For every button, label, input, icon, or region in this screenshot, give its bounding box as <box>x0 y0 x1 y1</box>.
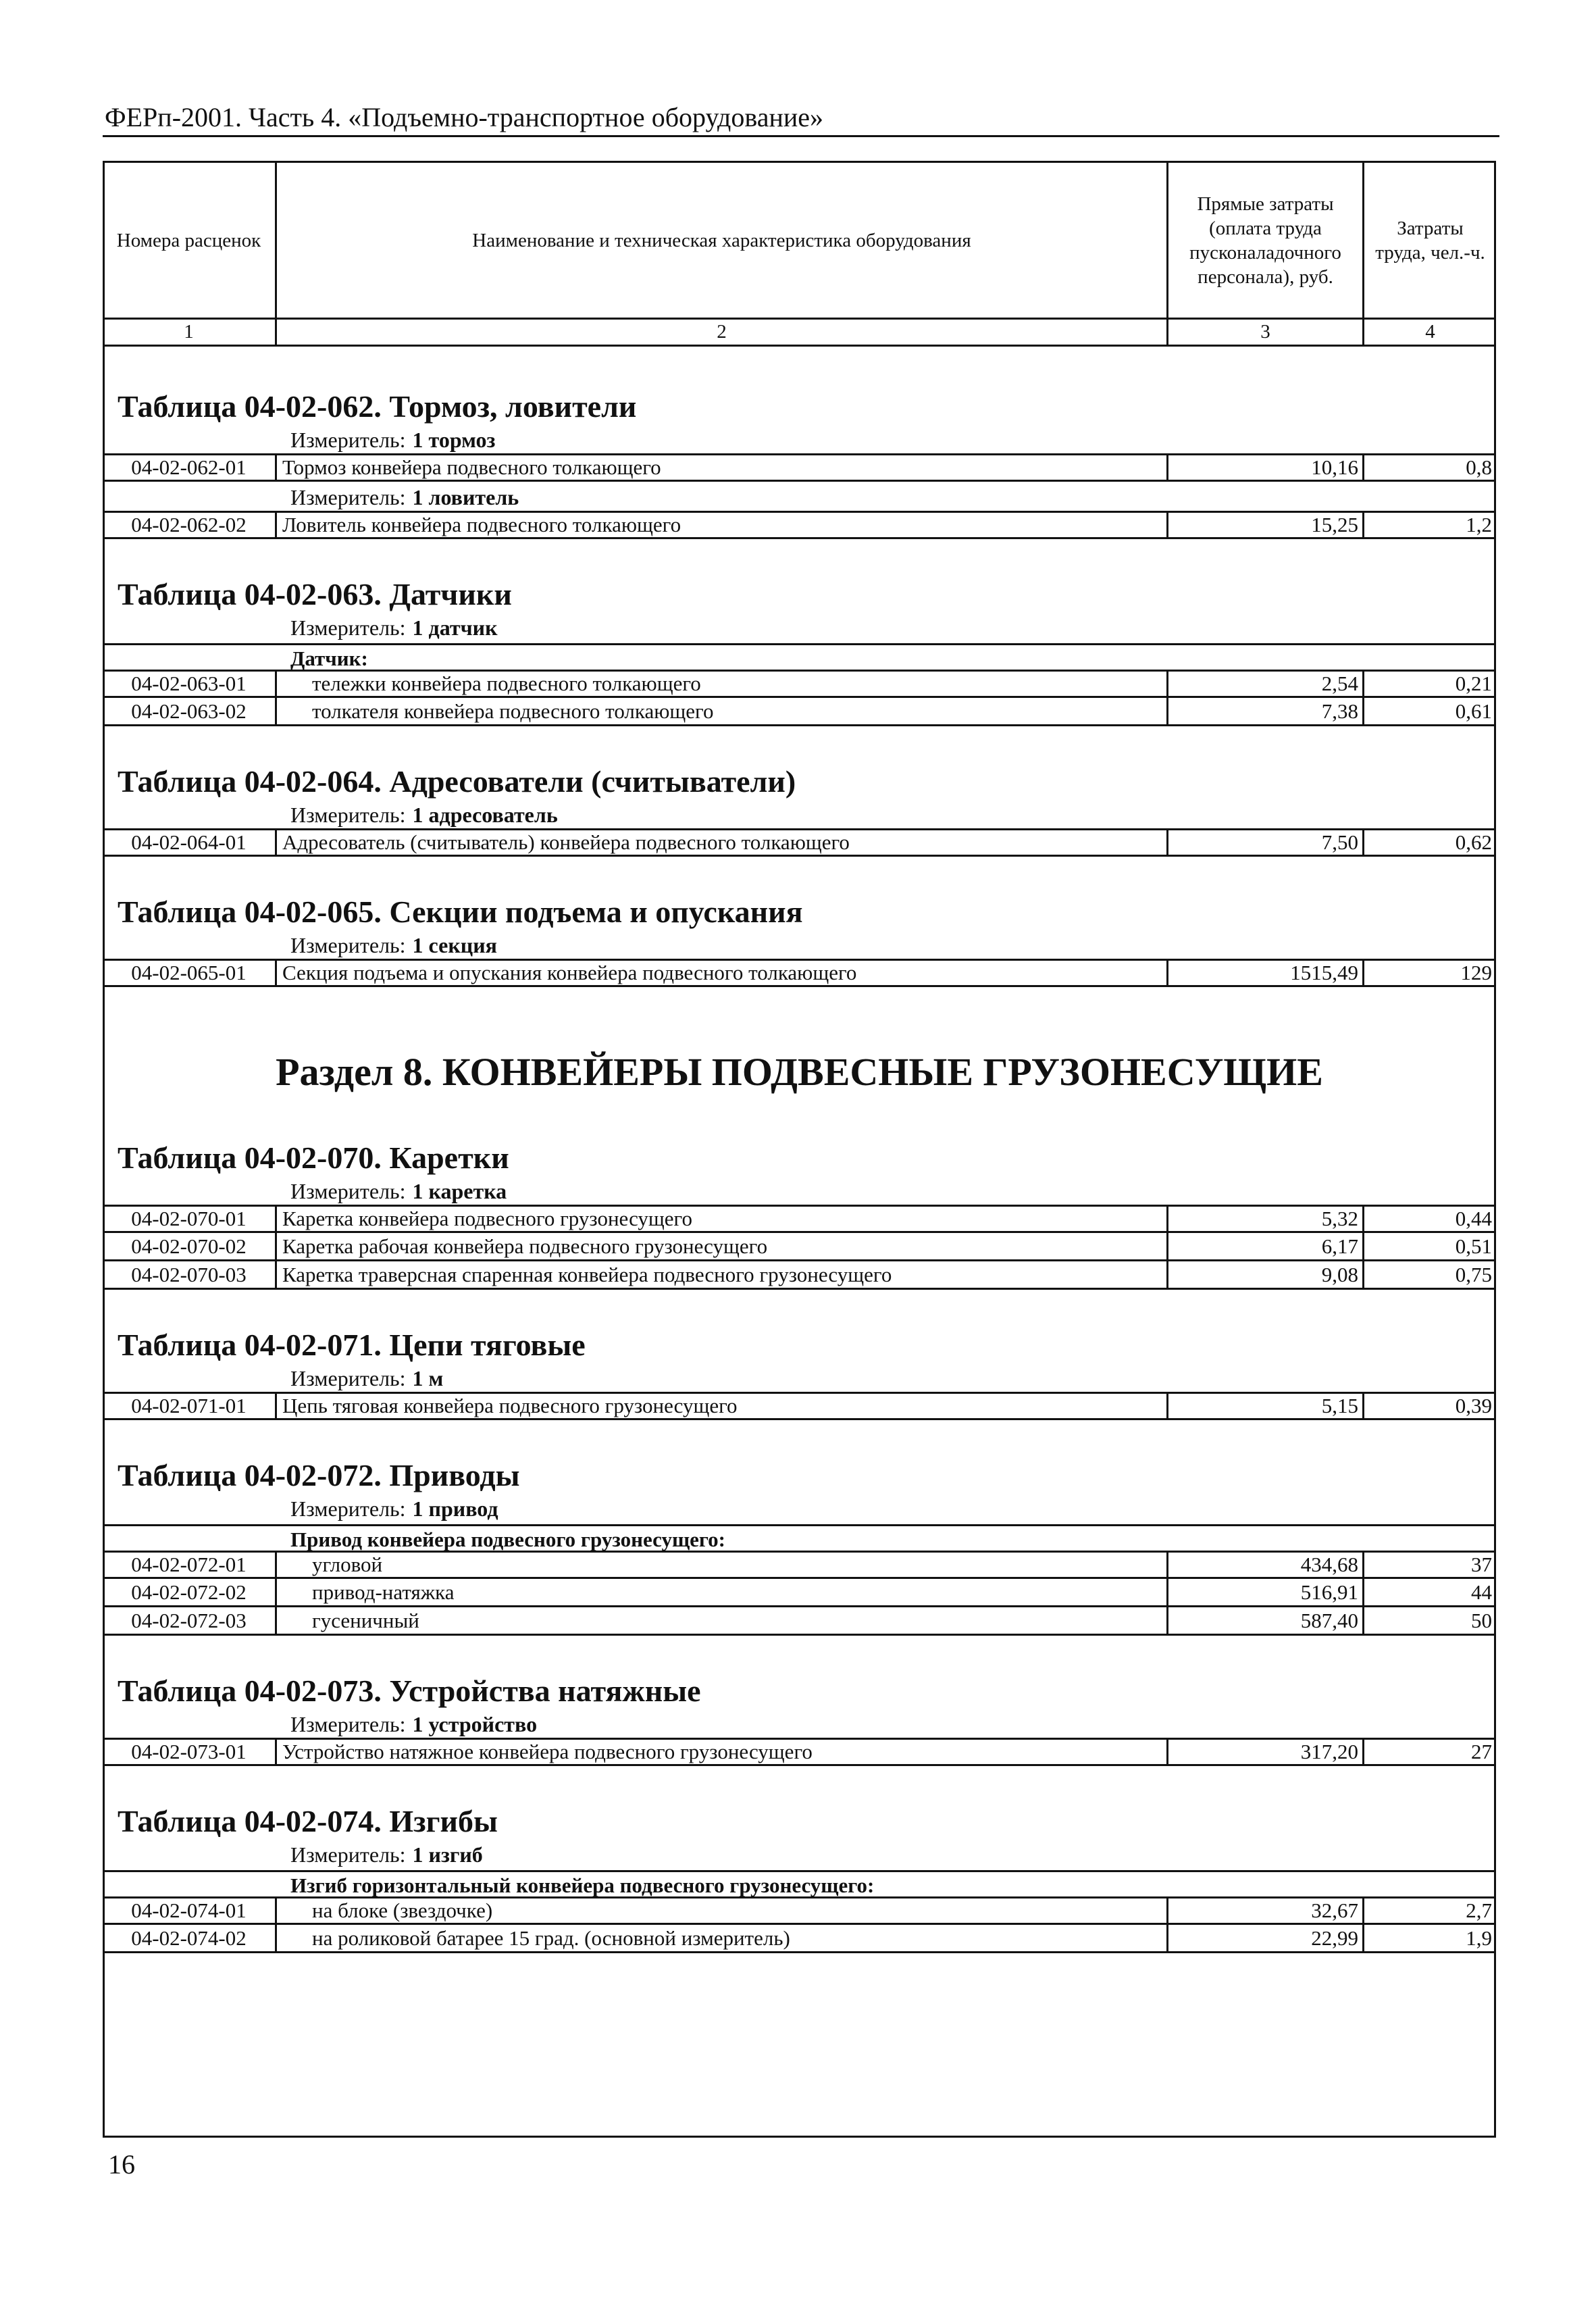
rate-code: 04-02-063-01 <box>103 672 277 696</box>
rate-code: 04-02-072-01 <box>103 1553 277 1577</box>
col-header-cost: Прямые затраты (оплата труда пусконаладочного персонала), руб. <box>1168 163 1364 320</box>
direct-cost: 1515,49 <box>1168 961 1364 985</box>
labor-cost: 44 <box>1471 1580 1492 1604</box>
table-row <box>103 698 1496 726</box>
section-title: Раздел 8. КОНВЕЙЕРЫ ПОДВЕСНЫЕ ГРУЗОНЕСУЩИЕ <box>276 1050 1323 1094</box>
table-title: Таблица 04-02-071. Цепи тяговые <box>118 1328 586 1362</box>
table-row <box>103 959 1496 987</box>
direct-cost: 5,15 <box>1168 1394 1364 1418</box>
rate-code: 04-02-072-02 <box>103 1579 277 1605</box>
labor-cost: 1,2 <box>1466 513 1492 536</box>
direct-cost: 6,17 <box>1168 1233 1364 1259</box>
unit-line: Измеритель: 1 изгиб <box>290 1842 483 1867</box>
table-row <box>103 1261 1496 1290</box>
table-title: Таблица 04-02-062. Тормоз, ловители <box>118 389 637 424</box>
group-heading: Датчик: <box>103 643 1496 672</box>
rate-code: 04-02-070-03 <box>103 1261 277 1288</box>
labor-cost: 0,21 <box>1455 672 1492 695</box>
direct-cost: 7,38 <box>1168 698 1364 724</box>
unit-line: Измеритель: 1 каретка <box>290 1178 507 1203</box>
unit-value: 1 м <box>412 1365 444 1390</box>
table-title: Таблица 04-02-065. Секции подъема и опускания <box>118 895 803 929</box>
table-title: Таблица 04-02-063. Датчики <box>118 577 512 611</box>
unit-line: Измеритель: 1 м <box>290 1365 444 1390</box>
labor-cost: 0,62 <box>1455 830 1492 854</box>
rate-code: 04-02-070-01 <box>103 1207 277 1231</box>
item-name: тележки конвейера подвесного толкающего <box>277 672 1168 696</box>
page-number: 16 <box>108 2149 135 2180</box>
direct-cost: 32,67 <box>1168 1898 1364 1923</box>
direct-cost: 516,91 <box>1168 1579 1364 1605</box>
direct-cost: 434,68 <box>1168 1553 1364 1577</box>
table-row <box>103 453 1496 482</box>
header-rule <box>103 135 1499 137</box>
direct-cost: 15,25 <box>1168 513 1364 537</box>
unit-line: Измеритель: 1 адресователь <box>290 802 558 827</box>
unit-line: Измеритель: 1 датчик <box>290 615 498 640</box>
table-title: Таблица 04-02-074. Изгибы <box>118 1804 498 1838</box>
unit-value: 1 каретка <box>412 1178 507 1203</box>
table-row <box>103 1205 1496 1233</box>
unit-line: Измеритель: 1 привод <box>290 1496 498 1521</box>
labor-cost: 0,75 <box>1455 1262 1492 1286</box>
unit-line: Измеритель: 1 тормоз <box>290 427 496 452</box>
item-name: угловой <box>277 1553 1168 1577</box>
col-number-4: 4 <box>1364 320 1496 347</box>
document-body <box>103 351 1496 1953</box>
item-name: Секция подъема и опускания конвейера подвесного толкающего <box>277 961 1168 985</box>
running-header: ФЕРп-2001. Часть 4. «Подъемно-транспортное оборудование» <box>105 102 824 132</box>
rate-code: 04-02-062-02 <box>103 513 277 537</box>
unit-value: 1 ловитель <box>412 484 519 509</box>
item-name: Каретка траверсная спаренная конвейера подвесного грузонесущего <box>277 1261 1168 1288</box>
col-number-1: 1 <box>103 320 277 347</box>
item-name: Адресователь (считыватель) конвейера подвесного толкающего <box>277 830 1168 855</box>
labor-cost: 1,9 <box>1466 1926 1492 1950</box>
item-name: Тормоз конвейера подвесного толкающего <box>277 455 1168 480</box>
direct-cost: 7,50 <box>1168 830 1364 855</box>
col-header-codes: Номера расценок <box>103 163 277 320</box>
col-number-3: 3 <box>1168 320 1364 347</box>
col-number-2: 2 <box>277 320 1168 347</box>
labor-cost: 37 <box>1471 1553 1492 1576</box>
table-row <box>103 1925 1496 1953</box>
rate-code: 04-02-070-02 <box>103 1233 277 1259</box>
table-row <box>103 1392 1496 1420</box>
direct-cost: 587,40 <box>1168 1607 1364 1634</box>
item-name: Ловитель конвейера подвесного толкающего <box>277 513 1168 537</box>
table-row <box>103 1233 1496 1261</box>
rate-code: 04-02-073-01 <box>103 1740 277 1764</box>
unit-value: 1 тормоз <box>412 427 496 452</box>
rate-code: 04-02-072-03 <box>103 1607 277 1634</box>
rate-code: 04-02-071-01 <box>103 1394 277 1418</box>
direct-cost: 5,32 <box>1168 1207 1364 1231</box>
table-title: Таблица 04-02-073. Устройства натяжные <box>118 1674 701 1708</box>
labor-cost: 2,7 <box>1466 1898 1492 1922</box>
table-title: Таблица 04-02-072. Приводы <box>118 1458 520 1492</box>
rate-code: 04-02-074-02 <box>103 1925 277 1951</box>
unit-value: 1 изгиб <box>412 1842 483 1867</box>
col-header-labor: Затраты труда, чел.-ч. <box>1364 163 1496 320</box>
item-name: Каретка конвейера подвесного грузонесущего <box>277 1207 1168 1231</box>
table-row <box>103 1551 1496 1579</box>
labor-cost: 27 <box>1471 1740 1492 1763</box>
table-row <box>103 828 1496 857</box>
table-row <box>103 1607 1496 1636</box>
table-title: Таблица 04-02-070. Каретки <box>118 1140 509 1175</box>
labor-cost: 0,61 <box>1455 699 1492 723</box>
unit-value: 1 датчик <box>412 615 498 640</box>
item-name: на блоке (звездочке) <box>277 1898 1168 1923</box>
labor-cost: 0,8 <box>1466 455 1492 479</box>
column-header <box>103 161 1496 347</box>
table-row <box>103 1579 1496 1607</box>
unit-value: 1 устройство <box>412 1711 538 1736</box>
table-row <box>103 1738 1496 1766</box>
item-name: Устройство натяжное конвейера подвесного грузонесущего <box>277 1740 1168 1764</box>
rate-code: 04-02-062-01 <box>103 455 277 480</box>
direct-cost: 10,16 <box>1168 455 1364 480</box>
rate-code: 04-02-065-01 <box>103 961 277 985</box>
direct-cost: 317,20 <box>1168 1740 1364 1764</box>
table-row <box>103 1896 1496 1925</box>
labor-cost: 50 <box>1471 1608 1492 1632</box>
table-row <box>103 670 1496 698</box>
table-title: Таблица 04-02-064. Адресователи (считыватели) <box>118 764 796 799</box>
unit-value: 1 привод <box>412 1496 498 1521</box>
item-name: Цепь тяговая конвейера подвесного грузонесущего <box>277 1394 1168 1418</box>
labor-cost: 129 <box>1460 961 1492 984</box>
labor-cost: 0,51 <box>1455 1234 1492 1258</box>
direct-cost: 9,08 <box>1168 1261 1364 1288</box>
col-header-name: Наименование и техническая характеристика оборудования <box>277 163 1168 320</box>
unit-line: Измеритель: 1 устройство <box>290 1711 538 1736</box>
direct-cost: 2,54 <box>1168 672 1364 696</box>
item-name: Каретка рабочая конвейера подвесного грузонесущего <box>277 1233 1168 1259</box>
rate-code: 04-02-074-01 <box>103 1898 277 1923</box>
item-name: толкателя конвейера подвесного толкающего <box>277 698 1168 724</box>
rate-code: 04-02-063-02 <box>103 698 277 724</box>
item-name: привод-натяжка <box>277 1579 1168 1605</box>
unit-value: 1 адресователь <box>412 802 558 827</box>
item-name: гусеничный <box>277 1607 1168 1634</box>
unit-line: Измеритель: 1 секция <box>290 932 497 957</box>
group-heading: Изгиб горизонтальный конвейера подвесного грузонесущего: <box>103 1870 1496 1898</box>
table-row <box>103 511 1496 539</box>
unit-line: Измеритель: 1 ловитель <box>290 484 519 509</box>
labor-cost: 0,44 <box>1455 1207 1492 1230</box>
rate-code: 04-02-064-01 <box>103 830 277 855</box>
labor-cost: 0,39 <box>1455 1394 1492 1417</box>
direct-cost: 22,99 <box>1168 1925 1364 1951</box>
group-heading: Привод конвейера подвесного грузонесущего: <box>103 1524 1496 1553</box>
item-name: на роликовой батарее 15 град. (основной измеритель) <box>277 1925 1168 1951</box>
unit-value: 1 секция <box>412 932 497 957</box>
